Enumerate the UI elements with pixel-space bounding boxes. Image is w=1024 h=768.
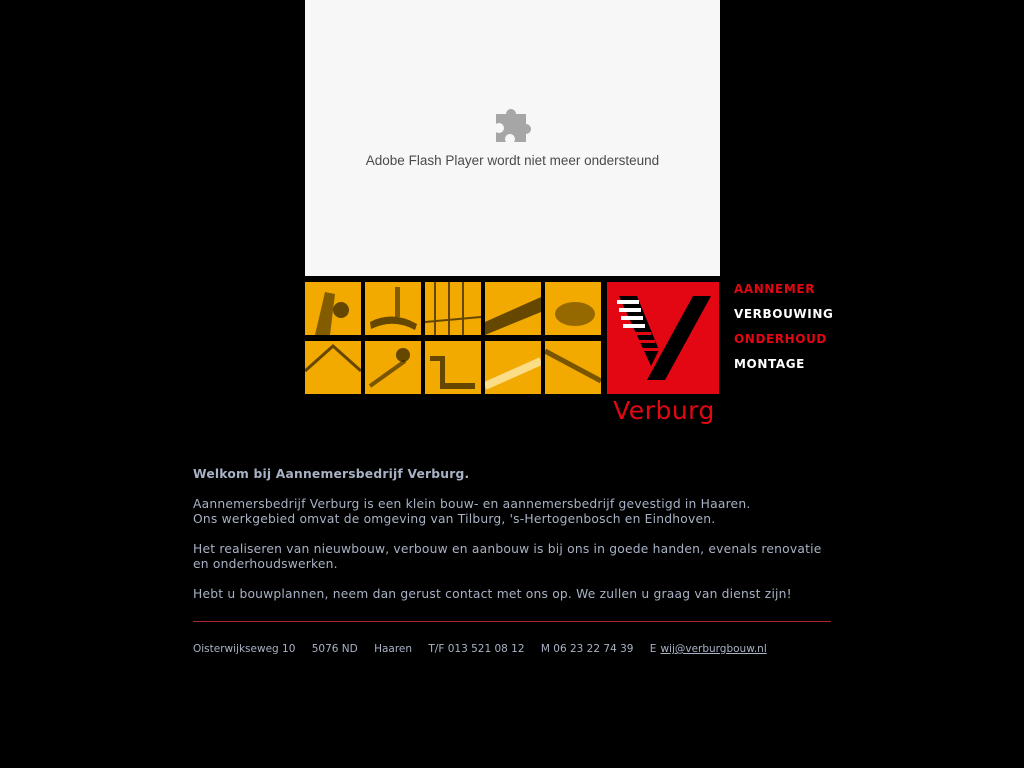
photo-tile-ruler bbox=[485, 341, 541, 394]
services-paragraph: Het realiseren van nieuwbouw, verbouw en aanbouw is bij ons in goede handen, evenals renovatie en onderhoudswerken. bbox=[193, 542, 822, 571]
footer-email-prefix: E bbox=[649, 643, 657, 655]
photo-tile-beam bbox=[425, 341, 481, 394]
footer-email-link[interactable]: wij@verburgbouw.nl bbox=[660, 643, 767, 655]
nav-verbouwing[interactable]: VERBOUWING bbox=[734, 307, 834, 321]
photo-tile-scaffold bbox=[425, 282, 481, 335]
verburg-logo-mark bbox=[607, 282, 719, 394]
v-logo-icon bbox=[607, 282, 719, 394]
photo-tile-drill bbox=[365, 341, 421, 394]
footer-street: Oisterwijkseweg 10 bbox=[193, 643, 296, 655]
intro-text bbox=[193, 467, 833, 617]
contact-invitation: Hebt u bouwplannen, neem dan gerust contact met ons op. We zullen u graag van dienst zijn! bbox=[193, 587, 792, 601]
photo-tile-roof bbox=[305, 341, 361, 394]
welcome-heading: Welkom bij Aannemersbedrijf Verburg. bbox=[193, 467, 470, 481]
nav-onderhoud[interactable]: ONDERHOUD bbox=[734, 332, 827, 346]
footer-phone: T/F 013 521 08 12 bbox=[428, 643, 525, 655]
footer-divider bbox=[193, 621, 831, 622]
photo-tile-level bbox=[545, 341, 601, 394]
photo-tile-hands bbox=[545, 282, 601, 335]
photo-tile-hammer bbox=[365, 282, 421, 335]
footer-mobile: M 06 23 22 74 39 bbox=[540, 643, 634, 655]
nav-montage[interactable]: MONTAGE bbox=[734, 357, 805, 371]
footer-contact bbox=[193, 643, 767, 655]
intro-paragraph-line-2: Ons werkgebied omvat de omgeving van Tilburg, 's-Hertogenbosch en Eindhoven. bbox=[193, 512, 716, 526]
verburg-wordmark: Verburg bbox=[613, 396, 715, 425]
photo-tile-saw bbox=[485, 282, 541, 335]
intro-paragraph-line-1: Aannemersbedrijf Verburg is een klein bouw- en aannemersbedrijf gevestigd in Haaren. bbox=[193, 497, 751, 511]
flash-message: Adobe Flash Player wordt niet meer ondersteund bbox=[365, 153, 660, 168]
puzzle-plugin-icon bbox=[492, 100, 536, 144]
nav-aannemer[interactable]: AANNEMER bbox=[734, 282, 816, 296]
photo-tile-tools bbox=[305, 282, 361, 335]
footer-postcode: 5076 ND bbox=[311, 643, 358, 655]
footer-city: Haaren bbox=[374, 643, 413, 655]
